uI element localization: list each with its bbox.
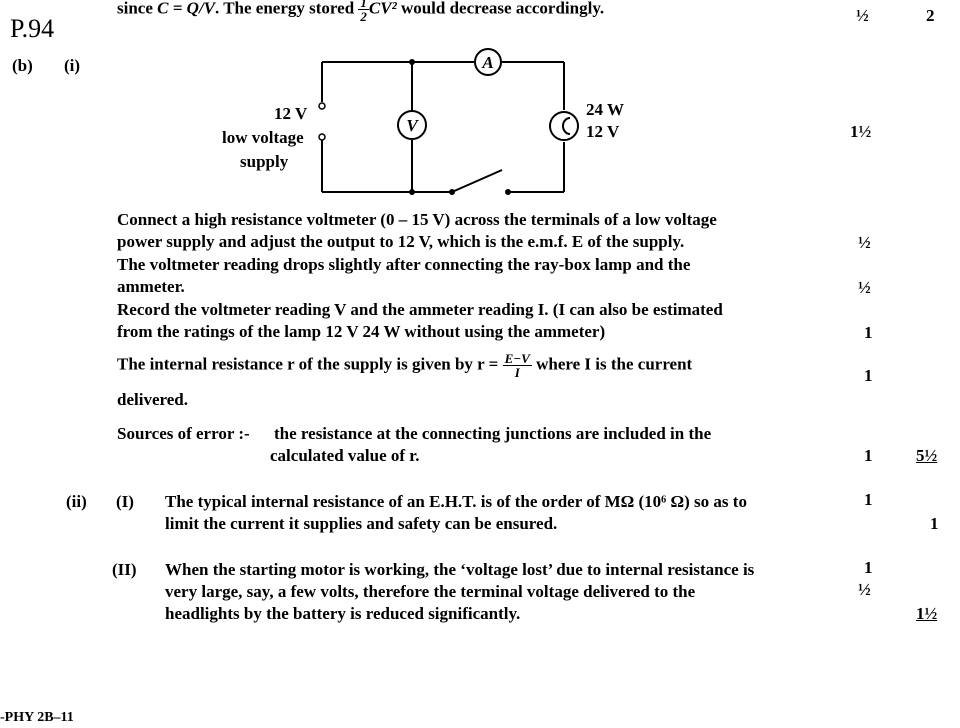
part-ii-I-total: 1 [930, 514, 939, 533]
part-b-label: (b) [12, 56, 33, 75]
sources-error-mark: 1 [864, 446, 873, 465]
part-ii-II-line2: very large, say, a few volts, therefore the terminal voltage delivered to the [165, 582, 696, 601]
ammeter-symbol: A [482, 53, 494, 72]
lamp-power: 24 W [586, 100, 624, 119]
part-ii-II-mark2: ½ [858, 580, 871, 599]
part-ii-II-line1: When the starting motor is working, the ‘voltage lost’ due to internal resistance is [165, 560, 755, 579]
supply-terminal-icon [319, 103, 325, 109]
paragraph-line: Connect a high resistance voltmeter (0 – 15 V) across the terminals of a low voltage [117, 210, 717, 229]
top-line-suffix: would decrease accordingly. [396, 0, 605, 18]
circuit-mark: 1½ [850, 122, 872, 141]
lamp-voltage: 12 V [586, 122, 620, 141]
paragraph-mark: 1 [864, 323, 873, 342]
footer-code: -PHY 2B–11 [0, 710, 74, 725]
supply-label-2: supply [240, 152, 289, 171]
paragraph-line: ammeter. [117, 277, 185, 296]
supply-label-1: low voltage [222, 128, 304, 147]
top-line-formula2: CV² [368, 0, 397, 18]
part-ii-I-mark: 1 [864, 490, 873, 509]
page-number: P.94 [10, 14, 55, 43]
part-b-sub-label: (i) [64, 56, 81, 75]
fraction-denominator: I [514, 365, 520, 380]
sources-error-label: Sources of error :- [117, 424, 250, 443]
part-ii-I-label: (I) [116, 492, 134, 511]
part-ii-II-label: (II) [112, 560, 137, 579]
top-line-prefix: since [117, 0, 158, 18]
internal-resistance-mark: 1 [864, 366, 873, 385]
part-ii-label: (ii) [66, 492, 87, 511]
junction-dot [409, 189, 415, 195]
top-line-mid: . The energy stored [215, 0, 359, 18]
part-ii-I-line1: The typical internal resistance of an E.H.T. is of the order of MΩ (10⁶ Ω) so as to [165, 492, 747, 511]
top-line-total: 2 [926, 6, 935, 25]
switch-terminal [449, 189, 455, 195]
sources-error-line1: the resistance at the connecting junctions are included in the [274, 424, 712, 443]
voltmeter-symbol: V [406, 116, 418, 135]
switch-terminal [505, 189, 511, 195]
paragraph-mark: ½ [858, 278, 871, 297]
top-line-formula: C = Q/V [157, 0, 216, 18]
paragraph-line: Record the voltmeter reading V and the ammeter reading I. (I can also be estimated [117, 300, 723, 319]
fraction-numerator: E−V [504, 351, 530, 366]
internal-resistance-fraction [503, 352, 532, 379]
internal-resistance-prefix: The internal resistance r of the supply is given by r = [117, 354, 503, 374]
part-ii-II-line3: headlights by the battery is reduced significantly. [165, 604, 521, 623]
paragraph-mark: ½ [858, 233, 871, 252]
internal-resistance-suffix: where I is the current [531, 354, 693, 374]
sources-error-line2: calculated value of r. [270, 446, 420, 465]
paragraph-line: from the ratings of the lamp 12 V 24 W without using the ammeter) [117, 322, 606, 341]
sources-error-total: 5½ [916, 446, 938, 465]
paragraph-line: power supply and adjust the output to 12 V, which is the e.m.f. E of the supply. [117, 232, 685, 251]
fraction-numerator: 1 [358, 0, 369, 10]
top-line-mark: ½ [856, 6, 869, 25]
supply-terminal-icon [319, 134, 325, 140]
internal-resistance-line [117, 352, 692, 379]
part-ii-II-total: 1½ [916, 604, 938, 623]
part-ii-I-line2: limit the current it supplies and safety can be ensured. [165, 514, 558, 533]
junction-dot [409, 59, 415, 65]
fraction-denominator: 2 [360, 9, 367, 24]
internal-resistance-line2: delivered. [117, 390, 188, 409]
part-ii-II-mark1: 1 [864, 558, 873, 577]
supply-voltage: 12 V [274, 104, 308, 123]
paragraph-line: The voltmeter reading drops slightly after connecting the ray-box lamp and the [117, 255, 691, 274]
